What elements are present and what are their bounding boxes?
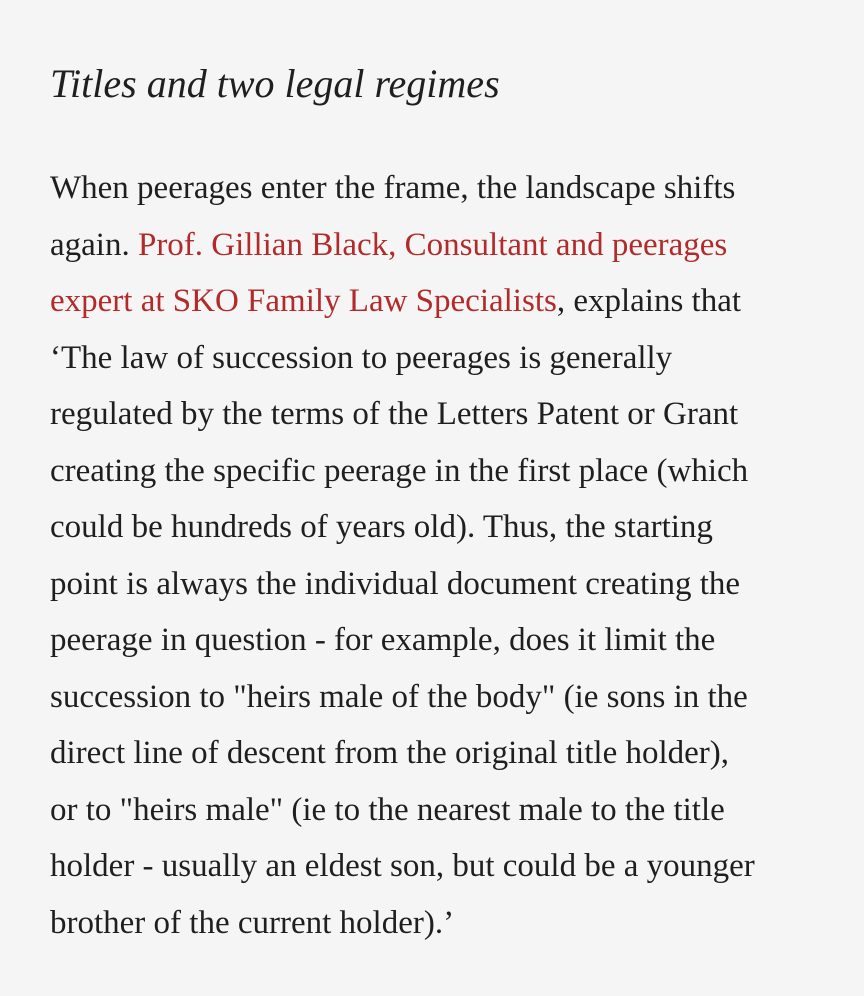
paragraph-line: ‘The law of succession to peerages is generally	[50, 339, 673, 376]
paragraph-line: could be hundreds of years old). Thus, the starting	[50, 509, 713, 545]
expert-profile-link-continued[interactable]: expert at SKO Family Law Specialists	[50, 283, 557, 319]
paragraph-line: When peerages enter the frame, the landscape shifts	[50, 170, 736, 206]
paragraph-line	[50, 217, 824, 274]
paragraph-line	[50, 273, 824, 330]
paragraph-line: holder - usually an eldest son, but could be a younger	[50, 848, 755, 884]
section-heading: Titles and two legal regimes	[50, 61, 500, 106]
paragraph-line: or to "heirs male" (ie to the nearest male to the title	[50, 791, 725, 828]
paragraph-line: regulated by the terms of the Letters Patent or Grant	[50, 396, 739, 432]
expert-profile-link[interactable]: Prof. Gillian Black, Consultant and peerages	[137, 226, 728, 263]
paragraph-text: again.	[50, 226, 138, 263]
paragraph-text: , explains that	[556, 283, 742, 319]
paragraph-line: point is always the individual document creating the	[50, 565, 741, 602]
body-paragraph	[50, 160, 824, 951]
paragraph-line: brother of the current holder).’	[50, 904, 455, 941]
paragraph-line: creating the specific peerage in the first place (which	[50, 452, 749, 489]
paragraph-line: peerage in question - for example, does it limit the	[50, 622, 716, 658]
paragraph-line: succession to "heirs male of the body" (ie sons in the	[50, 678, 748, 715]
paragraph-line: direct line of descent from the original title holder),	[50, 735, 730, 771]
